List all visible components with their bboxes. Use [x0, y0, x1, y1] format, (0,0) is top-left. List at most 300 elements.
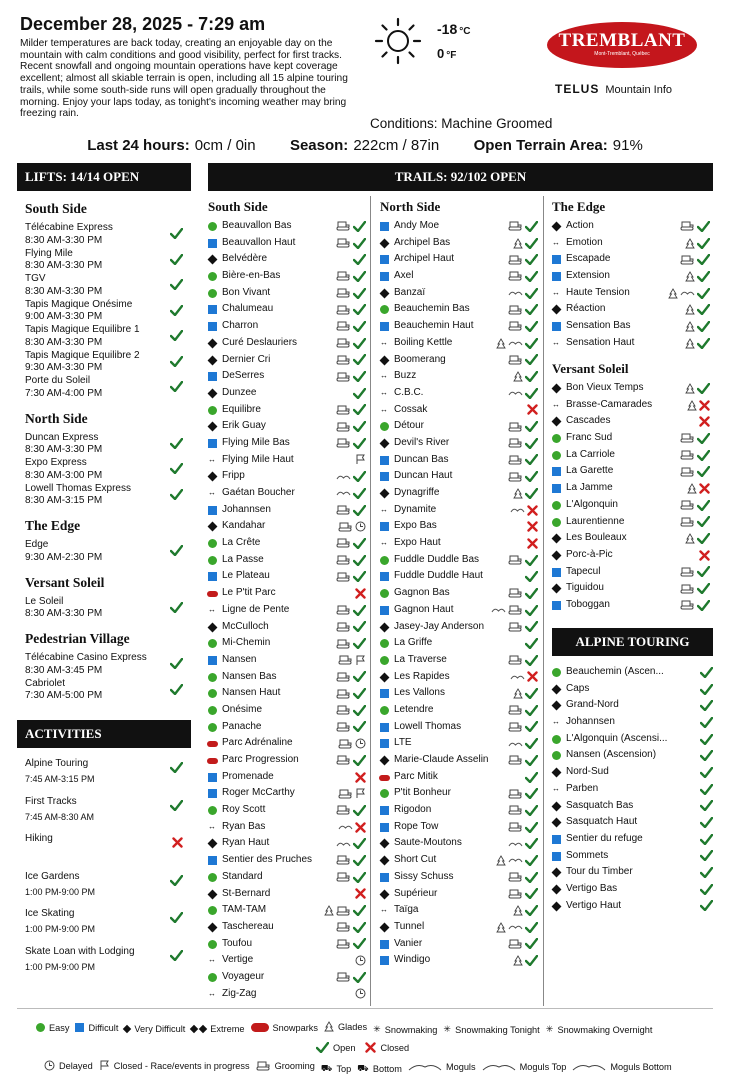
open-check-icon — [525, 805, 538, 816]
lift-item — [17, 678, 191, 704]
lift-hours: 8:30 AM-3:15 PM — [25, 495, 103, 506]
activity-item — [17, 869, 191, 907]
lift-item — [17, 457, 191, 483]
difficult-square-icon — [552, 601, 561, 610]
lift-name: Le Soleil — [25, 595, 64, 607]
very-difficult-diamond-icon — [208, 922, 218, 932]
closed-x-icon — [699, 550, 710, 561]
lift-name: Porte du Soleil — [25, 375, 91, 386]
trail-name: Vertigo Haut — [566, 899, 622, 911]
lift-hours: 7:30 AM-4:00 PM — [25, 387, 103, 399]
lift-item — [17, 324, 191, 350]
traverse-icon: ↔ — [552, 717, 559, 727]
trail-row — [380, 418, 538, 435]
trail-name: Johannsen — [566, 716, 615, 728]
difficult-square-icon — [208, 789, 217, 798]
trail-name: Action — [566, 220, 594, 231]
trail-name: Mi-Chemin — [222, 637, 271, 649]
trail-row — [380, 518, 538, 535]
trail-name: Laurentienne — [566, 515, 625, 527]
grooming-icon — [336, 639, 351, 649]
trail-name: Tunnel — [394, 920, 425, 932]
delayed-clock-icon — [355, 738, 366, 749]
activity-name: Hiking — [25, 833, 53, 844]
lift-hours: 8:30 AM-3:30 PM — [25, 444, 103, 455]
trail-name: La Crête — [222, 537, 261, 549]
touring-row — [552, 697, 713, 714]
trail-row — [208, 368, 366, 385]
trail-row — [380, 936, 538, 953]
trail-name: Panache — [222, 720, 262, 732]
open-check-icon — [700, 717, 713, 728]
grooming-icon — [336, 271, 351, 281]
difficult-square-icon — [208, 856, 217, 865]
trail-row — [552, 218, 710, 235]
trail-row — [380, 785, 538, 802]
trail-row — [552, 497, 710, 514]
open-check-icon — [525, 688, 538, 699]
trail-name: Axel — [394, 270, 414, 282]
trail-row — [208, 552, 366, 569]
trail-name: Saute-Moutons — [394, 837, 462, 849]
open-check-icon — [170, 684, 183, 695]
easy-circle-icon — [380, 589, 389, 598]
difficult-square-icon — [380, 572, 389, 581]
trail-name: Emotion — [566, 236, 603, 248]
trail-name: Beauvallon Haut — [222, 236, 296, 248]
touring-row — [552, 881, 713, 898]
grooming-icon — [508, 722, 523, 732]
open-check-icon — [697, 466, 710, 477]
difficult-square-icon — [380, 873, 389, 882]
trail-row — [552, 480, 710, 497]
trail-name: Escapade — [566, 253, 611, 265]
trail-name: Vertigo Bas — [566, 882, 618, 894]
trail-name: Extension — [566, 270, 610, 282]
trail-name: Sissy Schuss — [394, 870, 454, 882]
very-difficult-diamond-icon — [552, 684, 562, 694]
difficult-square-icon — [380, 823, 389, 832]
traverse-icon: ↔ — [552, 337, 559, 347]
open-check-icon — [170, 356, 183, 367]
difficult-square-icon — [208, 656, 217, 665]
easy-circle-icon — [208, 639, 217, 648]
open-check-icon — [353, 288, 366, 299]
trail-row — [208, 452, 366, 469]
the-edge-column — [552, 196, 710, 352]
trail-name: Windigo — [394, 954, 431, 966]
open-check-icon — [170, 658, 183, 669]
traverse-icon: ↔ — [208, 454, 215, 464]
open-check-icon — [525, 788, 538, 799]
activity-name: Ice Skating — [25, 908, 75, 919]
trail-row — [380, 835, 538, 852]
difficult-square-icon — [75, 1023, 84, 1032]
touring-row — [552, 747, 713, 764]
lift-item — [17, 350, 191, 376]
lift-name: TGV — [25, 273, 46, 284]
lift-group-title: Pedestrian Village — [25, 631, 130, 646]
open-check-icon — [353, 938, 366, 949]
glades-icon — [513, 238, 523, 249]
trail-name: Boomerang — [394, 353, 446, 365]
grooming-icon — [508, 555, 523, 565]
lift-name: Tapis Magique Equilibre 1 — [25, 324, 140, 335]
trail-name: Johannsen — [222, 503, 271, 515]
trail-name: Nansen — [222, 653, 257, 665]
activity-item — [17, 831, 191, 869]
trail-row — [380, 702, 538, 719]
difficult-square-icon — [552, 835, 561, 844]
trail-row — [380, 385, 538, 402]
touring-row — [552, 831, 713, 848]
open-check-icon — [697, 583, 710, 594]
trail-name: Toboggan — [566, 598, 610, 610]
trail-row — [552, 580, 710, 597]
very-difficult-diamond-icon — [552, 901, 562, 911]
moguls-icon — [508, 289, 523, 297]
trail-name: Gagnon Bas — [394, 587, 450, 599]
legend-item: ✳ Snowmaking Overnight — [545, 1024, 653, 1035]
trail-name: Roy Scott — [222, 804, 266, 816]
legend-status — [316, 1042, 419, 1055]
glades-icon — [496, 922, 506, 933]
open-check-icon — [353, 688, 366, 699]
easy-circle-icon — [208, 973, 217, 982]
open-check-icon — [353, 371, 366, 382]
open-check-icon — [525, 621, 538, 632]
trail-row — [380, 452, 538, 469]
difficult-square-icon — [380, 522, 389, 531]
closed-x-icon — [355, 888, 366, 899]
trail-row — [380, 468, 538, 485]
very-difficult-diamond-icon — [208, 889, 218, 899]
moguls-top-icon — [482, 1062, 516, 1071]
very-difficult-diamond-icon — [208, 355, 218, 365]
difficult-square-icon — [208, 439, 217, 448]
trail-row — [552, 380, 710, 397]
open-check-icon — [700, 834, 713, 845]
very-difficult-diamond-icon — [552, 701, 562, 711]
lift-group-title: North Side — [25, 410, 88, 426]
trail-row — [380, 919, 538, 936]
grooming-icon — [508, 321, 523, 331]
open-check-icon — [700, 867, 713, 878]
very-difficult-diamond-icon — [552, 534, 562, 544]
very-difficult-diamond-icon — [552, 768, 562, 778]
trail-name: Expo Bas — [394, 520, 437, 532]
trail-name: Kandahar — [222, 520, 266, 532]
grooming-icon — [508, 889, 523, 899]
open-check-icon — [353, 638, 366, 649]
traverse-icon: ↔ — [208, 821, 215, 831]
glades-icon — [324, 905, 334, 916]
difficult-square-icon — [552, 467, 561, 476]
activity-name: First Tracks — [25, 795, 77, 807]
grooming-icon — [508, 355, 523, 365]
trail-row — [380, 719, 538, 736]
grooming-icon — [336, 355, 351, 365]
difficult-square-icon — [380, 472, 389, 481]
trail-name: Le P'tit Parc — [222, 587, 276, 599]
trail-name: Fuddle Duddle Bas — [394, 553, 480, 565]
glades-icon — [685, 383, 695, 394]
trail-name: Promenade — [222, 770, 274, 782]
trail-name: Standard — [222, 870, 263, 882]
open-check-icon — [353, 838, 366, 849]
traverse-icon: ↔ — [208, 488, 215, 497]
open-check-icon — [525, 271, 538, 282]
legend-item: Moguls Bottom — [572, 1062, 671, 1072]
easy-circle-icon — [380, 639, 389, 648]
lifts-header: LIFTS: 14/14 OPEN — [17, 163, 191, 191]
closed-x-icon — [527, 671, 538, 682]
grooming-icon — [336, 321, 351, 331]
trail-name: Réaction — [566, 303, 606, 315]
open-check-icon — [697, 338, 710, 349]
open-check-icon — [353, 705, 366, 716]
open-check-icon — [697, 271, 710, 282]
trail-name: Boiling Kettle — [394, 336, 453, 348]
trail-row — [208, 402, 366, 419]
trail-name: Dunzee — [222, 386, 257, 398]
tremblant-logo: TREMBLANT Mont-Tremblant, Québec — [547, 22, 697, 68]
trail-name: DeSerres — [222, 370, 265, 382]
trail-row — [208, 568, 366, 585]
easy-circle-icon — [552, 434, 561, 443]
open-check-icon — [697, 433, 710, 444]
trail-row — [380, 602, 538, 619]
trail-row — [208, 235, 366, 252]
trail-row — [380, 402, 538, 419]
lift-item — [17, 248, 191, 274]
trail-name: La Passe — [222, 553, 264, 565]
open-check-icon — [353, 721, 366, 732]
lift-name: Edge — [25, 539, 49, 550]
trail-row — [208, 919, 366, 936]
trail-name: Flying Mile Bas — [222, 436, 290, 448]
trail-row — [380, 352, 538, 369]
open-check-icon — [353, 905, 366, 916]
lift-item — [17, 596, 191, 622]
lift-hours: 8:30 AM-3:30 PM — [25, 260, 103, 271]
grooming-icon — [336, 906, 351, 916]
open-check-icon — [697, 321, 710, 332]
trail-name: Sentier du refuge — [566, 832, 643, 844]
alpine-touring-panel — [552, 628, 713, 914]
open-check-icon — [700, 734, 713, 745]
trail-row — [208, 602, 366, 619]
trail-name: LTE — [394, 737, 412, 749]
activity-hours: 7:45 AM-3:15 PM — [25, 774, 95, 784]
closed-x-icon — [527, 505, 538, 516]
very-difficult-diamond-icon — [380, 839, 390, 849]
legend-item: Snowparks — [251, 1023, 318, 1033]
easy-circle-icon — [552, 668, 561, 677]
delayed-clock-icon — [355, 988, 366, 999]
trail-row — [208, 468, 366, 485]
open-check-icon — [316, 1042, 329, 1053]
open-check-icon — [525, 872, 538, 883]
traverse-icon: ↔ — [208, 988, 215, 998]
trail-name: Gaétan Boucher — [222, 487, 295, 498]
easy-circle-icon — [552, 501, 561, 510]
very-difficult-diamond-icon — [380, 672, 390, 682]
open-check-icon — [170, 762, 183, 773]
open-check-icon — [353, 571, 366, 582]
very-difficult-diamond-icon — [552, 818, 562, 828]
difficult-square-icon — [208, 239, 217, 248]
trail-name: L'Algonquin — [566, 498, 618, 510]
trail-row — [208, 835, 366, 852]
very-difficult-diamond-icon — [208, 338, 218, 348]
glades-icon — [685, 238, 695, 249]
lift-name: Lowell Thomas Express — [25, 482, 131, 494]
lift-item — [17, 375, 191, 401]
open-check-icon — [170, 912, 183, 923]
conditions-summary: Milder temperatures are back today, creating an enjoyable day on the mountain with calm conditions and good visibility, perfect for first tracks. Recent snowfall and ongoing mountain operations have kept coverage excellent; almost all skiable terrain is open, including all 15 alpine touring trails, while some south-side runs will open gradually throughout the morning. Enjoy your laps today, as tonight's incoming weather may bring freezing rain. — [20, 38, 348, 120]
easy-circle-icon — [208, 289, 217, 298]
grooming-icon — [336, 538, 351, 548]
open-check-icon — [700, 667, 713, 678]
legend-item: ⛟ Top — [320, 1063, 352, 1074]
open-check-icon — [525, 888, 538, 899]
open-check-icon — [525, 238, 538, 249]
trail-row — [208, 268, 366, 285]
easy-circle-icon — [208, 723, 217, 732]
open-check-icon — [525, 471, 538, 482]
closed-x-icon — [365, 1042, 376, 1053]
snowpark-icon — [207, 758, 218, 764]
trail-row — [208, 518, 366, 535]
glades-icon — [496, 338, 506, 349]
open-check-icon — [353, 221, 366, 232]
trail-name: Duncan Bas — [394, 453, 449, 465]
lift-name: Tapis Magique Equilibre 2 — [25, 349, 140, 361]
open-check-icon — [353, 671, 366, 682]
traverse-icon: ↔ — [380, 905, 387, 915]
trail-row — [552, 463, 710, 480]
trail-row — [208, 585, 366, 602]
closed-x-icon — [699, 483, 710, 494]
lift-hours: 9:00 AM-3:30 PM — [25, 311, 103, 322]
trail-name: Bon Vivant — [222, 286, 271, 298]
grooming-icon — [508, 221, 523, 231]
very-difficult-diamond-icon — [208, 388, 218, 398]
grooming-icon — [336, 722, 351, 732]
open-check-icon — [525, 454, 538, 465]
glades-icon — [513, 955, 523, 966]
legend-item: Very Difficult — [124, 1024, 185, 1034]
trail-name: Ryan Haut — [222, 837, 270, 849]
trail-row — [552, 285, 710, 302]
open-check-icon — [353, 488, 366, 499]
lift-group-title: Versant Soleil — [25, 574, 105, 590]
very-difficult-diamond-icon — [552, 584, 562, 594]
lift-name: Expo Express — [25, 457, 87, 468]
legend-item: ✳ Snowmaking Tonight — [443, 1024, 540, 1035]
activities-header: ACTIVITIES — [17, 720, 191, 748]
grooming-icon — [336, 805, 351, 815]
trail-name: Fuddle Duddle Haut — [394, 570, 483, 582]
extreme-diamond-icon — [190, 1025, 198, 1033]
trail-name: Sensation Bas — [566, 320, 631, 332]
very-difficult-diamond-icon — [208, 522, 218, 532]
open-check-icon — [525, 555, 538, 566]
grooming-icon — [680, 433, 695, 443]
lift-hours: 8:30 AM-3:30 PM — [25, 608, 103, 619]
trail-row — [380, 435, 538, 452]
easy-circle-icon — [208, 556, 217, 565]
trail-row — [208, 785, 366, 802]
grooming-icon — [680, 221, 695, 231]
trail-name: Lowell Thomas — [394, 720, 462, 732]
open-check-icon — [700, 817, 713, 828]
lifts-panel — [17, 163, 191, 703]
trail-name: Voyageur — [222, 970, 265, 982]
traverse-icon: ↔ — [380, 387, 387, 397]
snowmaking-icon: ✳ — [443, 1024, 452, 1034]
touring-row — [552, 714, 713, 731]
lift-hours: 9:30 AM-3:30 PM — [25, 362, 103, 373]
trails-panel — [208, 163, 713, 191]
open-check-icon — [700, 850, 713, 861]
column-divider — [543, 196, 544, 1006]
trail-name: Tapecul — [566, 565, 601, 577]
open-check-icon — [353, 922, 366, 933]
trail-row — [380, 685, 538, 702]
difficult-square-icon — [380, 456, 389, 465]
trail-row — [208, 285, 366, 302]
trail-row — [552, 514, 710, 531]
trail-row — [208, 886, 366, 903]
legend-item: Easy — [36, 1023, 69, 1033]
trail-name: Détour — [394, 420, 425, 432]
grooming-icon — [508, 305, 523, 315]
lift-name: Flying Mile — [25, 247, 73, 259]
trail-name: Andy Moe — [394, 220, 440, 231]
moguls-bottom-icon — [572, 1062, 606, 1071]
lift-item — [17, 483, 191, 509]
trail-row — [208, 735, 366, 752]
open-check-icon — [353, 555, 366, 566]
open-check-icon — [170, 800, 183, 811]
trail-row — [552, 268, 710, 285]
easy-circle-icon — [36, 1023, 45, 1032]
glades-icon — [324, 1021, 334, 1032]
open-check-icon — [353, 438, 366, 449]
moguls-icon — [510, 673, 525, 681]
legend-item: Difficult — [75, 1023, 118, 1033]
moguls-icon — [508, 856, 523, 864]
trail-row — [380, 485, 538, 502]
moguls-icon — [508, 339, 523, 347]
easy-circle-icon — [208, 906, 217, 915]
moguls-icon — [508, 740, 523, 748]
moguls-icon — [508, 389, 523, 397]
trail-name: Grand-Nord — [566, 699, 619, 711]
moguls-icon — [336, 840, 351, 848]
grooming-icon — [508, 939, 523, 949]
touring-row — [552, 848, 713, 865]
trail-section-title: Versant Soleil — [552, 361, 629, 376]
open-check-icon — [525, 905, 538, 916]
trail-row — [380, 568, 538, 585]
activity-item — [17, 794, 191, 832]
touring-row — [552, 781, 713, 798]
trail-name: Devil's River — [394, 436, 450, 448]
grooming-icon — [336, 438, 351, 448]
